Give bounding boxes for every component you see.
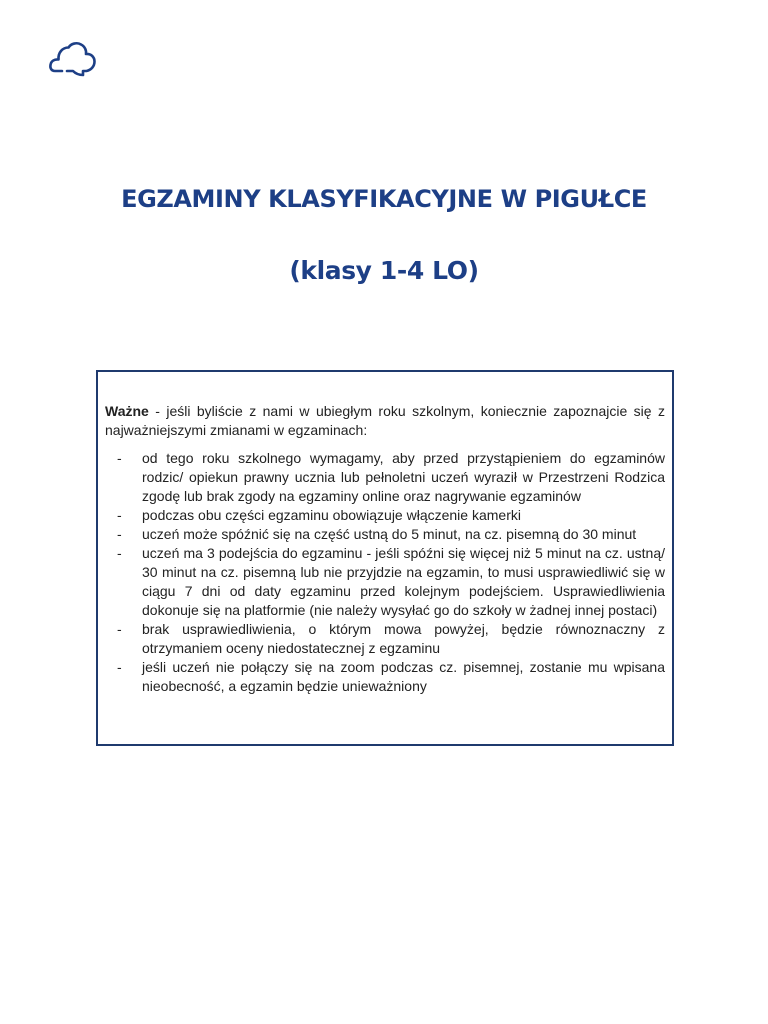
list-item xyxy=(105,658,665,696)
list-item xyxy=(105,544,665,620)
list-item xyxy=(105,620,665,658)
list-item-text: uczeń ma 3 podejścia do egzaminu - jeśli spóźni się więcej niż 5 minut na cz. ustną/ 30 minut na cz. pisemną lub nie przyjdzie na egzamin, to musi usprawiedliwić się w ciągu 7 dni od daty egzaminu przed kolejnym podejściem. Usprawiedliwienia dokonuje się na platformie (nie należy wysyłać go do szkoły w żadnej innej postaci) xyxy=(142,545,665,618)
list-item xyxy=(105,525,665,544)
bullet-dash: - xyxy=(117,659,122,675)
bullet-dash: - xyxy=(117,507,122,523)
notice-intro-text: - jeśli byliście z nami w ubiegłym roku szkolnym, koniecznie zapoznajcie się z najważniejszymi zmianami w egzaminach: xyxy=(105,403,665,438)
notice-box xyxy=(96,370,674,746)
list-item-text: od tego roku szkolnego wymagamy, aby przed przystąpieniem do egzaminów rodzic/ opiekun prawny ucznia lub pełnoletni uczeń wyraził w Przestrzeni Rodzica zgodę lub brak zgody na egzaminy online oraz nagrywanie egzaminów xyxy=(142,450,665,504)
list-item-text: podczas obu części egzaminu obowiązuje włączenie kamerki xyxy=(142,507,521,523)
list-item-text: brak usprawiedliwienia, o którym mowa powyżej, będzie równoznaczny z otrzymaniem oceny niedostatecznej z egzaminu xyxy=(142,621,665,656)
list-item-text: jeśli uczeń nie połączy się na zoom podczas cz. pisemnej, zostanie mu wpisana nieobecność, a egzamin będzie unieważniony xyxy=(142,659,665,694)
page-title: EGZAMINY KLASYFIKACYJNE W PIGUŁCE xyxy=(121,185,647,213)
bullet-dash: - xyxy=(117,621,122,637)
list-item-text: uczeń może spóźnić się na część ustną do 5 minut, na cz. pisemną do 30 minut xyxy=(142,526,637,542)
bullet-dash: - xyxy=(117,545,122,561)
page-subtitle: (klasy 1-4 LO) xyxy=(289,256,479,285)
list-item xyxy=(105,449,665,506)
notice-intro xyxy=(105,402,665,440)
cloud-logo-icon xyxy=(48,38,98,78)
bullet-dash: - xyxy=(117,450,122,466)
list-item xyxy=(105,506,665,525)
bullet-dash: - xyxy=(117,526,122,542)
rules-list xyxy=(105,449,665,696)
notice-lead: Ważne xyxy=(105,403,149,419)
